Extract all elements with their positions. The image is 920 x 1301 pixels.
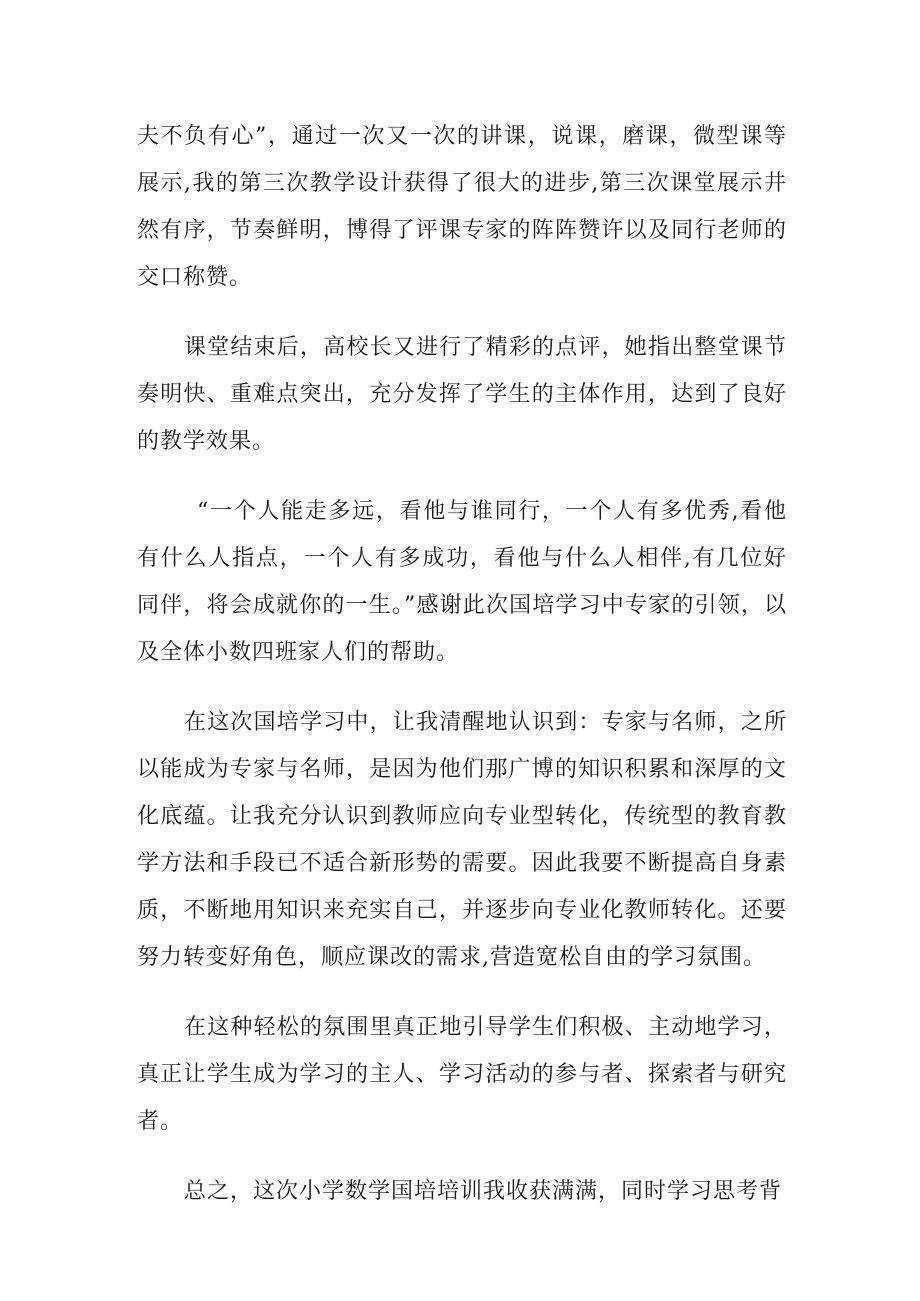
paragraph-6: 总之，这次小学数学国培培训我收获满满，同时学习思考背 [184,1179,783,1204]
paragraph-5: 在这种轻松的氛围里真正地引导学生们积极、主动地学习，真正让学生成为学习的主人、学习活动的参与者、探索者与研究者。 [137,1015,787,1134]
paragraph-2: 课堂结束后，高校长又进行了精彩的点评，她指出整堂课节奏明快、重难点突出，充分发挥了学生的主体作用，达到了良好的教学效果。 [137,335,787,454]
document-body [137,113,787,1238]
paragraph-3: “一个人能走多远，看他与谁同行，一个人有多优秀,看他有什么人指点，一个人有多成功，看他与什么人相伴,有几位好同伴，将会成就你的一生。”感谢此次国培学习中专家的引领，以及全体小数四班家人们的帮助。 [137,499,787,665]
paragraph-4: 在这次国培学习中，让我清醒地认识到：专家与名师，之所以能成为专家与名师，是因为他们那广博的知识积累和深厚的文化底蕴。让我充分认识到教师应向专业型转化，传统型的教育教学方法和手段已不适合新形势的需要。因此我要不断提高自身素质，不断地用知识来充实自己，并逐步向专业化教师转化。还要努力转变好角色，顺应课改的需求,营造宽松自由的学习氛围。 [137,710,787,970]
paragraph-1: 夫不负有心”，通过一次又一次的讲课，说课，磨课，微型课等展示,我的第三次教学设计获得了很大的进步,第三次课堂展示井然有序，节奏鲜明，博得了评课专家的阵阵赞许以及同行老师的交口称赞。 [137,124,787,290]
